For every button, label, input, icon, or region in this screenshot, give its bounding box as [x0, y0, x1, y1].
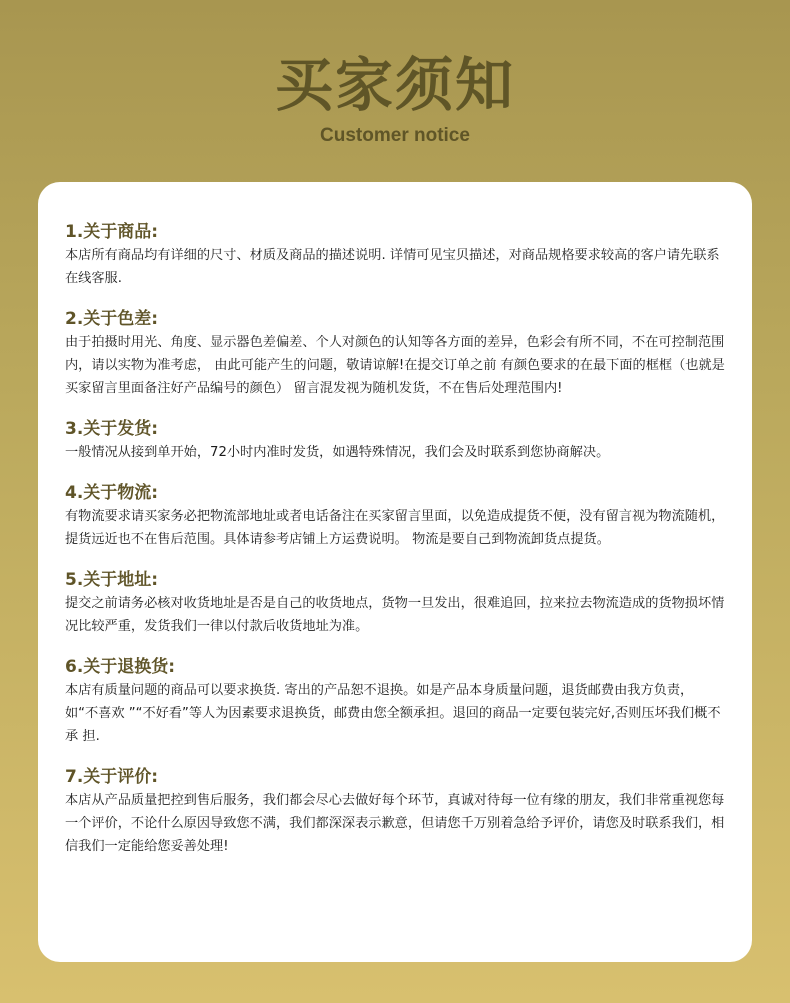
section-title: 6.关于退换货: [65, 657, 176, 677]
section-color-difference [65, 307, 726, 400]
section-body: 提交之前请务必核对收货地址是否是自己的收货地点，货物一旦发出，很难追回，拉来拉去物流造成的货物损坏情况比较严重，发货我们一律以付款后收货地址为准。 [65, 596, 725, 634]
section-title: 3.关于发货: [65, 419, 159, 439]
section-title: 4.关于物流: [65, 483, 159, 503]
section-title: 1.关于商品: [65, 222, 159, 242]
page-subtitle: Customer notice [320, 125, 470, 146]
section-body: 有物流要求请买家务必把物流部地址或者电话备注在买家留言里面，以免造成提货不便，没有留言视为物流随机，提货远近也不在售后范围。具体请参考店铺上方运费说明。 物流是要自己到物流卸货点提货。 [65, 509, 725, 547]
section-logistics [65, 481, 726, 551]
section-body: 本店所有商品均有详细的尺寸、材质及商品的描述说明. 详情可见宝贝描述，对商品规格要求较高的客户请先联系在线客服. [65, 248, 720, 286]
section-reviews [65, 765, 726, 858]
page-title: 买家须知 [274, 51, 515, 119]
section-body: 由于拍摄时用光、角度、显示器色差偏差、个人对颜色的认知等各方面的差异，色彩会有所不同，不在可控制范围内，请以实物为准考虑， 由此可能产生的问题，敬请谅解!在提交订单之前 有颜色要求的在最下面的框框（也就是买家留言里面备注好产品编号的颜色） 留言混发视为随机发货，不在售后处理范围内! [65, 335, 725, 396]
notice-card [38, 182, 752, 962]
section-address [65, 568, 726, 638]
section-body: 本店从产品质量把控到售后服务，我们都会尽心去做好每个环节，真诚对待每一位有缘的朋友，我们非常重视您每一个评价，不论什么原因导致您不满，我们都深深表示歉意，但请您千万别着急给予评价，请您及时联系我们，相信我们一定能给您妥善处理! [65, 793, 725, 854]
section-product [65, 220, 726, 290]
section-body: 一般情况从接到单开始，72小时内准时发货，如遇特殊情况，我们会及时联系到您协商解决。 [65, 445, 610, 460]
section-title: 5.关于地址: [65, 570, 159, 590]
section-title: 7.关于评价: [65, 767, 159, 787]
section-title: 2.关于色差: [65, 309, 159, 329]
section-returns [65, 655, 726, 748]
section-body: 本店有质量问题的商品可以要求换货. 寄出的产品恕不退换。如是产品本身质量问题，退货邮费由我方负责，如“不喜欢 ”“不好看”等人为因素要求退换货，邮费由您全额承担。退回的商品一定要包装完好,否则压坏我们概不承 担. [65, 683, 721, 744]
header [0, 0, 790, 180]
section-shipping [65, 417, 726, 464]
